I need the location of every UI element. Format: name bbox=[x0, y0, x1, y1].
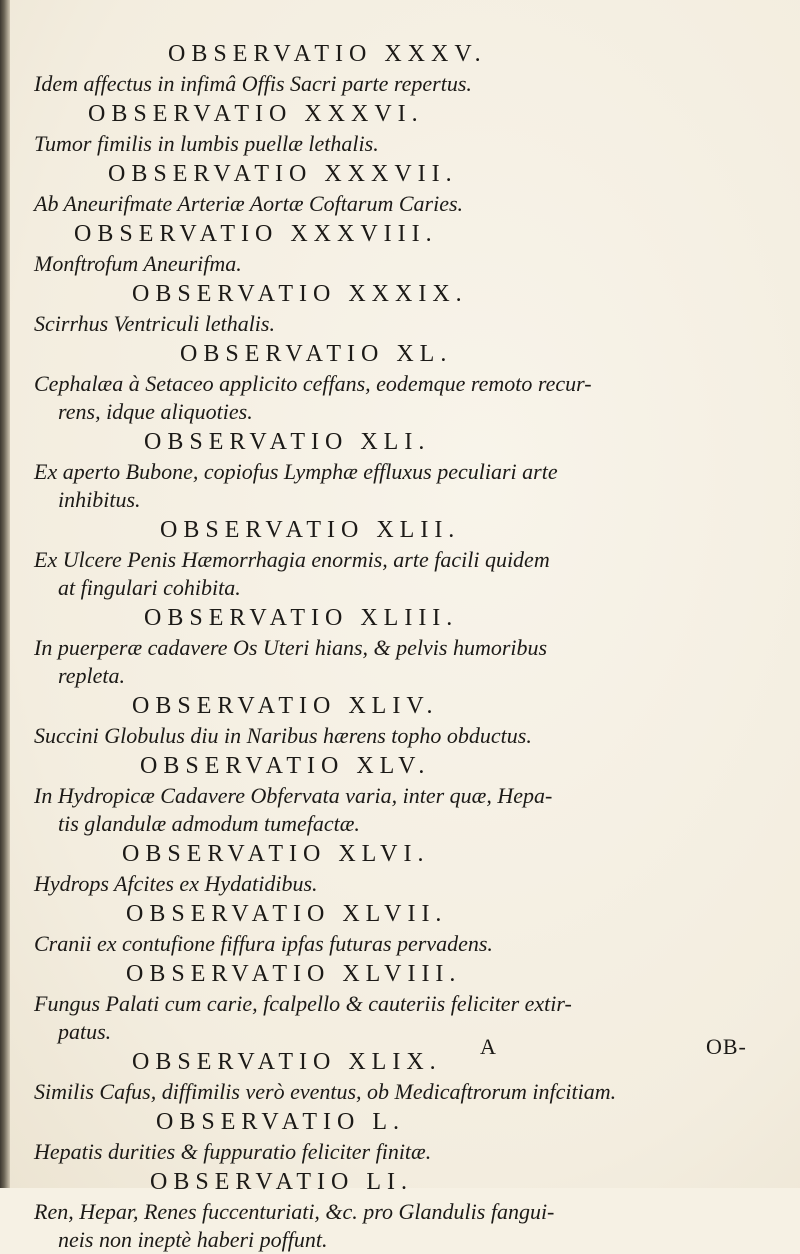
observation-text: inhibitus. bbox=[58, 487, 141, 512]
observation-text: Idem affectus in infimâ Offis Sacri parte repertus. bbox=[34, 71, 472, 96]
observation-text: In puerperæ cadavere Os Uteri hians, & pelvis humoribus bbox=[34, 635, 548, 660]
observation-text: Similis Cafus, diffimilis verò eventus, ob Medicaftrorum infcitiam. bbox=[34, 1079, 617, 1104]
observation-text: Ren, Hepar, Renes fuccenturiati, &c. pro Glandulis fangui- bbox=[34, 1199, 555, 1224]
observation-entry bbox=[30, 426, 790, 514]
observation-text: Monftrofum Aneurifma. bbox=[34, 251, 242, 276]
observation-text: Fungus Palati cum carie, fcalpello & cauteriis feliciter extir- bbox=[34, 991, 572, 1016]
observation-text: Succini Globulus diu in Naribus hærens topho obductus. bbox=[34, 723, 532, 748]
observation-text: rens, idque aliquoties. bbox=[58, 399, 253, 424]
observation-text: Ex Ulcere Penis Hæmorrhagia enormis, arte facili quidem bbox=[34, 547, 550, 572]
observation-heading: OBSERVATIO XXXIX. bbox=[132, 281, 468, 307]
observation-entry bbox=[30, 1166, 790, 1254]
observation-heading: OBSERVATIO XXXVIII. bbox=[74, 221, 438, 247]
observation-entry bbox=[30, 158, 790, 218]
observation-heading: OBSERVATIO XXXVII. bbox=[108, 161, 458, 187]
observation-entry bbox=[30, 1106, 790, 1166]
observation-text: Tumor fimilis in lumbis puellæ lethalis. bbox=[34, 131, 379, 156]
observation-heading: OBSERVATIO XXXVI. bbox=[88, 101, 424, 127]
observation-entry bbox=[30, 750, 790, 838]
observation-text: repleta. bbox=[58, 663, 125, 688]
observation-text: Cephalæa à Setaceo applicito ceffans, eodemque remoto recur- bbox=[34, 371, 592, 396]
observation-entry bbox=[30, 602, 790, 690]
observation-entry bbox=[30, 278, 790, 338]
observation-heading: OBSERVATIO XLVII. bbox=[126, 901, 448, 927]
observation-heading: OBSERVATIO XLV. bbox=[140, 753, 431, 779]
binding-gutter bbox=[0, 0, 10, 1188]
observation-heading: OBSERVATIO XLVIII. bbox=[126, 961, 462, 987]
observation-list bbox=[30, 38, 790, 1254]
observation-entry bbox=[30, 958, 790, 1046]
observation-heading: OBSERVATIO XL. bbox=[180, 341, 453, 367]
observation-text: Scirrhus Ventriculi lethalis. bbox=[34, 311, 275, 336]
observation-text: neis non ineptè haberi poffunt. bbox=[58, 1227, 328, 1252]
observation-heading: OBSERVATIO XLI. bbox=[144, 429, 431, 455]
page-footer bbox=[0, 1034, 800, 1064]
observation-heading: OBSERVATIO XLVI. bbox=[122, 841, 430, 867]
observation-entry bbox=[30, 514, 790, 602]
observation-entry bbox=[30, 898, 790, 958]
observation-entry bbox=[30, 98, 790, 158]
observation-heading: OBSERVATIO XLII. bbox=[160, 517, 461, 543]
observation-text: at fingulari cohibita. bbox=[58, 575, 241, 600]
observation-heading: OBSERVATIO XLIV. bbox=[132, 693, 439, 719]
observation-entry bbox=[30, 690, 790, 750]
observation-text: tis glandulæ admodum tumefactæ. bbox=[58, 811, 360, 836]
observation-heading: OBSERVATIO XLIX. bbox=[132, 1049, 442, 1075]
observation-text: Cranii ex contufione fiffura ipfas futuras pervadens. bbox=[34, 931, 493, 956]
observation-heading: OBSERVATIO XXXV. bbox=[168, 41, 487, 67]
observation-text: Hepatis durities & fuppuratio feliciter finitæ. bbox=[34, 1139, 432, 1164]
observation-heading: OBSERVATIO XLIII. bbox=[144, 605, 459, 631]
observation-entry bbox=[30, 838, 790, 898]
observation-text: Ab Aneurifmate Arteriæ Aortæ Coftarum Caries. bbox=[34, 191, 464, 216]
observation-entry bbox=[30, 338, 790, 426]
observation-text: Hydrops Afcites ex Hydatidibus. bbox=[34, 871, 318, 896]
observation-entry bbox=[30, 218, 790, 278]
observation-heading: OBSERVATIO L. bbox=[156, 1109, 405, 1135]
observation-entry bbox=[30, 38, 790, 98]
observation-heading: OBSERVATIO LI. bbox=[150, 1169, 413, 1195]
observation-text: patus. bbox=[58, 1019, 112, 1044]
observation-text: In Hydropicæ Cadavere Obfervata varia, inter quæ, Hepa- bbox=[34, 783, 553, 808]
signature-mark: A bbox=[480, 1034, 498, 1059]
observation-text: Ex aperto Bubone, copiofus Lymphæ effluxus peculiari arte bbox=[34, 459, 558, 484]
catchword: OB- bbox=[706, 1034, 747, 1059]
